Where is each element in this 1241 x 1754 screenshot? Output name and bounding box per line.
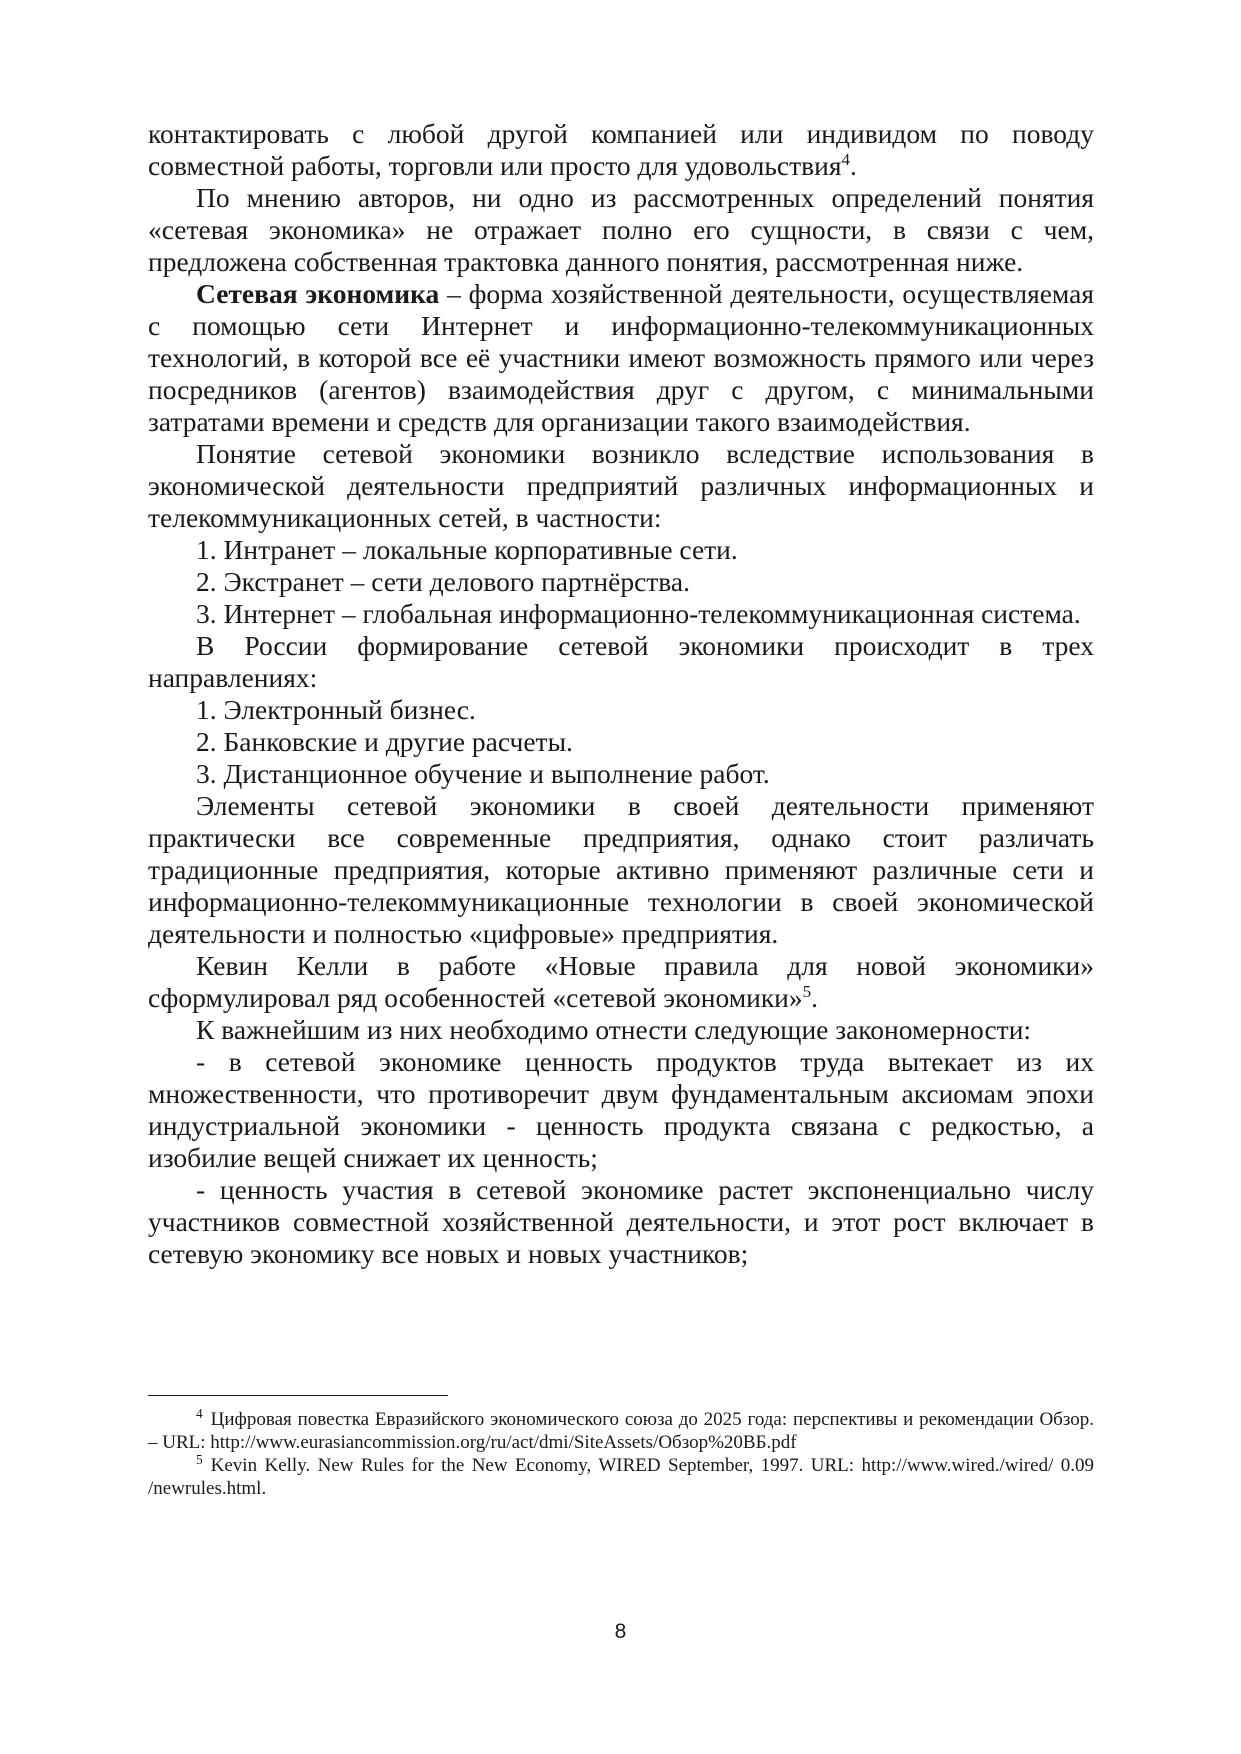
paragraph-6: Элементы сетевой экономики в своей деятельности применяют практически все современные предприятия, однако стоит различать традиционные предприятия, которые активно применяют различные сети и информационно-телекоммуникационные технологии в своей экономической деятельности и полностью «цифровые» предприятия. — [148, 790, 1094, 949]
list-item: 1. Электронный бизнес. — [196, 694, 476, 725]
body-text — [148, 118, 1094, 1270]
paragraph-9: - в сетевой экономике ценность продуктов труда вытекает из их множественности, что противоречит двум фундаментальным аксиомам эпохи индустриальной экономики - ценность продукта связана с редкостью, а изобилие вещей снижает их ценность; — [148, 1046, 1094, 1173]
list-item: 2. Экстранет – сети делового партнёрства. — [196, 566, 691, 597]
definition-paragraph: Сетевая экономика – форма хозяйственной деятельности, осуществляемая с помощью сети Интернет и информационно-телекоммуникационных технологий, в которой все её участники имеют возможность прямого или через посредников (агентов) взаимодействия друг с другом, с минимальными затратами времени и средств для организации такого взаимодействия. — [148, 278, 1094, 437]
list-item: 3. Интернет – глобальная информационно-телекоммуникационная система. — [196, 598, 1081, 629]
paragraph-4: Понятие сетевой экономики возникло вследствие использования в экономической деятельности предприятий различных информационных и телекоммуникационных сетей, в частности: — [148, 438, 1094, 533]
list-item: 2. Банковские и другие расчеты. — [196, 726, 573, 757]
footnote-mark: 5 — [196, 1451, 203, 1467]
paragraph-1: контактировать с любой другой компанией или индивидом по поводу совместной работы, торговли или просто для удовольствия$^4$. — [148, 118, 1094, 181]
footnote-4 — [148, 1405, 1094, 1454]
page-number: 8 — [614, 1620, 627, 1643]
term-bold: Сетевая экономика — [196, 278, 440, 309]
list-item: 3. Дистанционное обучение и выполнение работ. — [196, 758, 770, 789]
paragraph-7: Кевин Келли в работе «Новые правила для новой экономики» сформулировал ряд особенностей «сетевой экономики»$^5$. — [148, 950, 1094, 1013]
footnote-mark: 4 — [196, 1405, 203, 1421]
footnote-ref-5[interactable]: 5 — [802, 981, 812, 1001]
footnote-ref-4[interactable]: 4 — [841, 149, 851, 169]
list-item: 1. Интранет – локальные корпоративные сети. — [196, 534, 738, 565]
paragraph-5: В России формирование сетевой экономики происходит в трех направлениях: — [148, 630, 1094, 693]
footnotes — [148, 1405, 1094, 1500]
footnote-text: Kevin Kelly. New Rules for the New Economy, WIRED September, 1997. URL: http://www.wired./wired/ 0.09 /newrules.html. — [148, 1455, 1094, 1499]
footnote-text: Цифровая повестка Евразийского экономического союза до 2025 года: перспективы и рекомендации Обзор. – URL: http://www.eurasiancommission.org/ru/act/dmi/SiteAssets/Обзор%20ВБ.pdf — [148, 1409, 1094, 1453]
paragraph-10: - ценность участия в сетевой экономике растет экспоненциально числу участников совместной хозяйственной деятельности, и этот рост включает в сетевую экономику все новых и новых участников; — [148, 1174, 1094, 1269]
paragraph-2: По мнению авторов, ни одно из рассмотренных определений понятия «сетевая экономика» не отражает полно его сущности, в связи с чем, предложена собственная трактовка данного понятия, рассмотренная ниже. — [148, 182, 1094, 277]
document-page — [148, 118, 1094, 1270]
paragraph-8: К важнейшим из них необходимо отнести следующие закономерности: — [196, 1014, 1032, 1045]
footnote-separator — [148, 1395, 448, 1396]
footnote-5 — [148, 1451, 1094, 1500]
